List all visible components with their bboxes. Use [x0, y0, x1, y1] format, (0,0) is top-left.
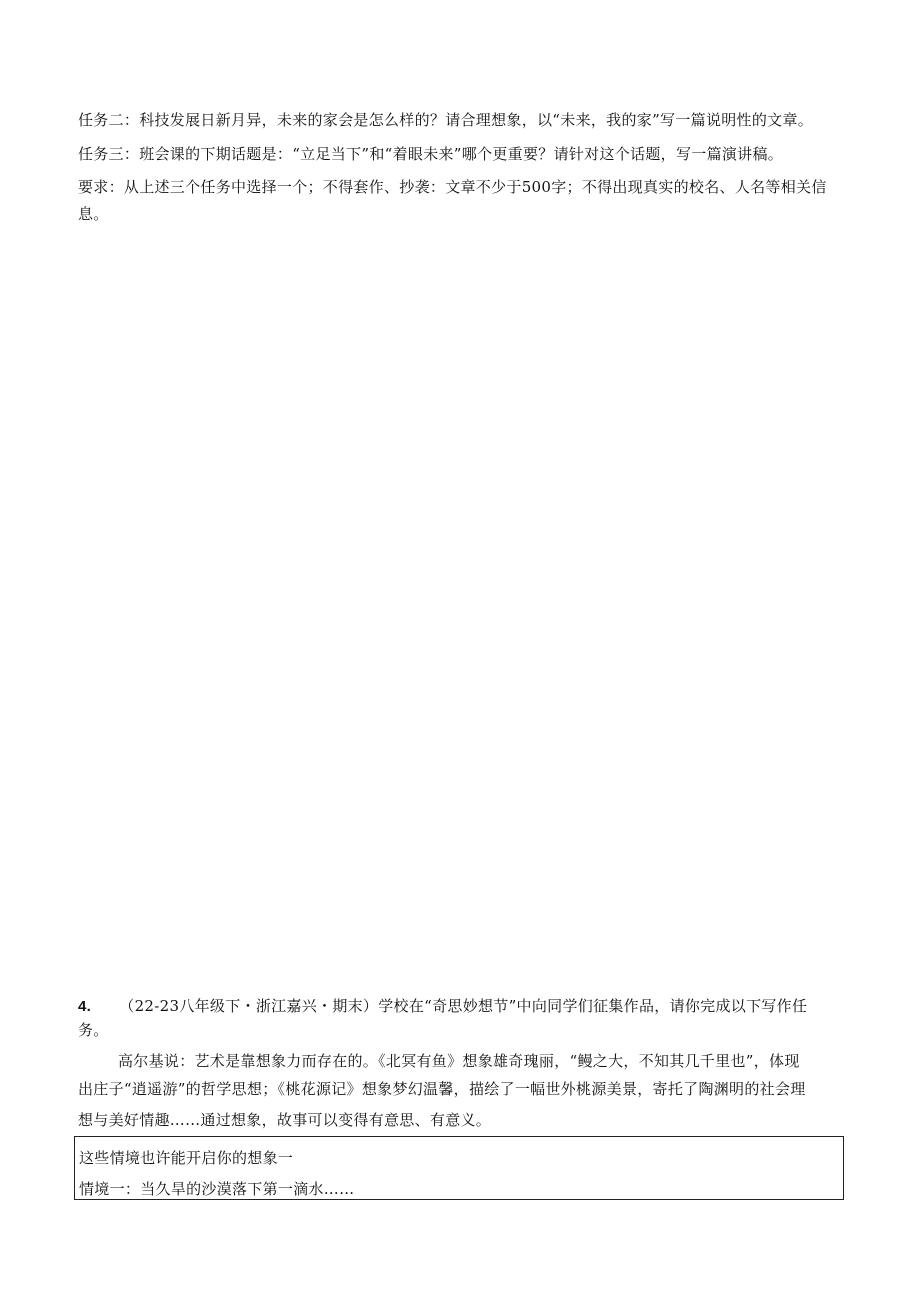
gorky-paragraph-line1: 高尔基说：艺术是靠想象力而存在的。《北冥有鱼》想象雄奇瑰丽，“鳗之大，不知其几千里也”，体现 [118, 1052, 800, 1070]
question-source-and-prompt: （22-23八年级下・浙江嘉兴・期末）学校在“奇思妙想节”中向同学们征集作品，请你完成以下写作任 [119, 997, 808, 1015]
scenario-box [74, 1136, 844, 1200]
scenario-one: 情境一：当久旱的沙漠落下第一滴水…… [79, 1180, 355, 1198]
scenario-intro: 这些情境也许能开启你的想象一 [79, 1149, 294, 1167]
requirement-text-line2: 息。 [78, 205, 109, 223]
task-three-text: 任务三：班会课的下期话题是：“立足当下”和“着眼未来”哪个更重要？请针对这个话题，写一篇演讲稿。 [78, 145, 784, 163]
question-4-header-line2: 务。 [78, 1021, 109, 1039]
task-two-text: 任务二：科技发展日新月异，未来的家会是怎么样的？请合理想象，以“未来，我的家”写一篇说明性的文章。 [78, 111, 814, 129]
gorky-paragraph-line3: 想与美好情趣……通过想象，故事可以变得有意思、有意义。 [78, 1111, 492, 1129]
requirement-text-line1: 要求：从上述三个任务中选择一个；不得套作、抄袭：文章不少于500字；不得出现真实的校名、人名等相关信 [78, 178, 827, 196]
question-number: 4. [78, 998, 92, 1015]
gorky-paragraph-line2: 出庄子“逍遥游”的哲学思想；《桃花源记》想象梦幻温馨，描绘了一幅世外桃源美景，寄托了陶渊明的社会理 [78, 1080, 806, 1098]
question-4-header [78, 996, 807, 1017]
